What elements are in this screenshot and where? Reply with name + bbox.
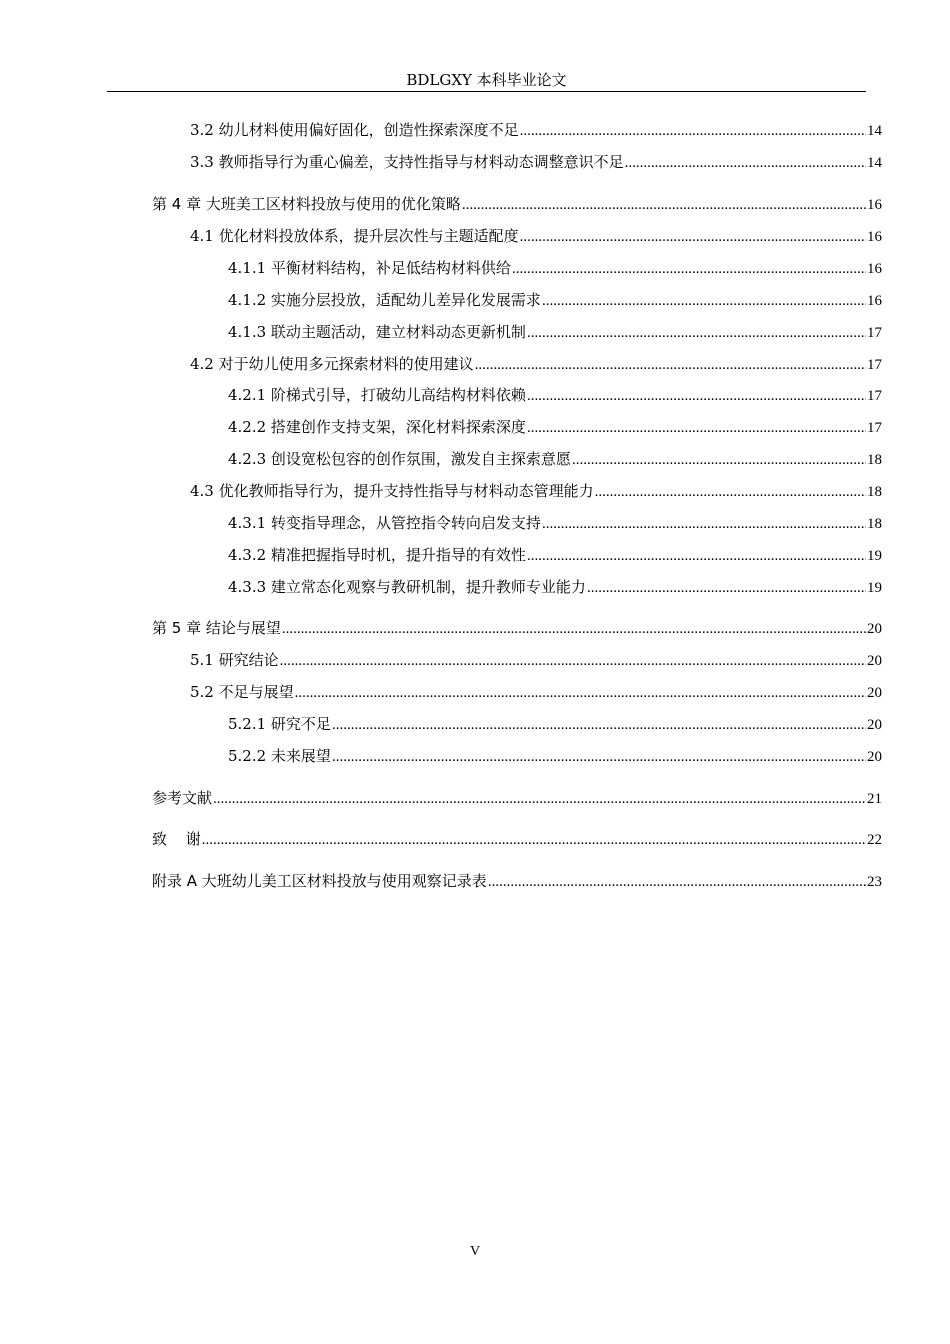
toc-entry-5-2[interactable] — [190, 682, 882, 703]
toc-leader-dots — [520, 121, 866, 141]
toc-entry-page: 17 — [867, 388, 882, 404]
toc-entry-title: 第 4 章 大班美工区材料投放与使用的优化策略 — [152, 195, 461, 213]
toc-entry-3-3[interactable] — [190, 152, 882, 173]
toc-entry-5-2-2[interactable] — [228, 746, 882, 767]
toc-entry-page: 18 — [867, 452, 882, 468]
toc-entry-page: 18 — [867, 484, 882, 500]
toc-leader-dots — [520, 227, 866, 247]
toc-entry-acknowledgements[interactable] — [152, 829, 882, 850]
toc-entry-page: 19 — [867, 548, 882, 564]
toc-leader-dots — [512, 259, 866, 279]
toc-entry-4-1[interactable] — [190, 226, 882, 247]
toc-entry-4-3-2[interactable] — [228, 545, 882, 566]
toc-leader-dots — [595, 482, 866, 502]
toc-entry-page: 16 — [867, 261, 882, 277]
page-header: BDLGXY 本科毕业论文 — [406, 71, 567, 89]
toc-entry-4-3-3[interactable] — [228, 577, 882, 598]
toc-entry-title: 5.1 研究结论 — [190, 651, 279, 669]
toc-entry-references[interactable] — [152, 788, 882, 809]
toc-entry-page: 20 — [867, 621, 882, 637]
toc-entry-page: 19 — [867, 580, 882, 596]
toc-entry-chapter-5[interactable] — [152, 618, 882, 639]
toc-entry-4-1-1[interactable] — [228, 258, 882, 279]
toc-entry-title: 第 5 章 结论与展望 — [152, 619, 281, 637]
toc-entry-page: 22 — [867, 832, 882, 848]
toc-leader-dots — [280, 651, 866, 671]
toc-leader-dots — [213, 789, 866, 809]
toc-leader-dots — [527, 386, 866, 406]
toc-entry-title: 4.1.3 联动主题活动，建立材料动态更新机制 — [228, 323, 526, 341]
toc-entry-appendix-a[interactable] — [152, 871, 882, 892]
toc-entry-4-2[interactable] — [190, 354, 882, 375]
toc-entry-4-1-3[interactable] — [228, 322, 882, 343]
toc-entry-title: 致 谢 — [152, 830, 201, 848]
toc-entry-page: 20 — [867, 685, 882, 701]
toc-leader-dots — [332, 747, 866, 767]
toc-entry-4-3[interactable] — [190, 481, 882, 502]
toc-entry-title: 3.3 教师指导行为重心偏差，支持性指导与材料动态调整意识不足 — [190, 153, 624, 171]
toc-entry-page: 16 — [867, 293, 882, 309]
toc-leader-dots — [282, 619, 866, 639]
toc-entry-4-3-1[interactable] — [228, 513, 882, 534]
toc-entry-title: 4.2.2 搭建创作支持支架，深化材料探索深度 — [228, 418, 526, 436]
toc-entry-4-2-1[interactable] — [228, 385, 882, 406]
toc-entry-page: 20 — [867, 717, 882, 733]
toc-entry-chapter-4[interactable] — [152, 194, 882, 215]
toc-entry-page: 17 — [867, 420, 882, 436]
toc-entry-page: 14 — [867, 123, 882, 139]
toc-entry-title: 参考文献 — [152, 789, 213, 807]
toc-leader-dots — [542, 514, 866, 534]
toc-entry-page: 18 — [867, 516, 882, 532]
toc-entry-page: 16 — [867, 229, 882, 245]
toc-leader-dots — [332, 715, 866, 735]
toc-entry-title: 4.2.3 创设宽松包容的创作氛围，激发自主探索意愿 — [228, 450, 571, 468]
toc-entry-title: 附录 A 大班幼儿美工区材料投放与使用观察记录表 — [152, 872, 487, 890]
toc-entry-4-2-3[interactable] — [228, 449, 882, 470]
toc-entry-title: 5.2.1 研究不足 — [228, 715, 331, 733]
toc-entry-page: 17 — [867, 357, 882, 373]
toc-leader-dots — [572, 450, 866, 470]
toc-entry-title: 4.3.2 精准把握指导时机，提升指导的有效性 — [228, 546, 526, 564]
toc-leader-dots — [462, 195, 866, 215]
toc-entry-page: 14 — [867, 155, 882, 171]
toc-entry-title: 4.1.1 平衡材料结构，补足低结构材料供给 — [228, 259, 511, 277]
toc-entry-5-2-1[interactable] — [228, 714, 882, 735]
toc-entry-page: 20 — [867, 653, 882, 669]
page-number: V — [469, 1244, 481, 1259]
toc-leader-dots — [542, 291, 866, 311]
toc-leader-dots — [488, 872, 866, 892]
toc-entry-page: 23 — [867, 874, 882, 890]
toc-leader-dots — [527, 546, 866, 566]
toc-leader-dots — [202, 830, 866, 850]
toc-leader-dots — [527, 418, 866, 438]
toc-entry-page: 20 — [867, 749, 882, 765]
toc-entry-title: 4.3 优化教师指导行为，提升支持性指导与材料动态管理能力 — [190, 482, 594, 500]
toc-entry-title: 5.2.2 未来展望 — [228, 747, 331, 765]
toc-entry-title: 4.2 对于幼儿使用多元探索材料的使用建议 — [190, 355, 474, 373]
toc-entry-4-2-2[interactable] — [228, 417, 882, 438]
toc-leader-dots — [625, 153, 866, 173]
toc-leader-dots — [587, 578, 866, 598]
toc-entry-title: 5.2 不足与展望 — [190, 683, 294, 701]
toc-entry-4-1-2[interactable] — [228, 290, 882, 311]
toc-entry-5-1[interactable] — [190, 650, 882, 671]
toc-entry-title: 4.2.1 阶梯式引导，打破幼儿高结构材料依赖 — [228, 386, 526, 404]
toc-leader-dots — [527, 323, 866, 343]
toc-entry-title: 4.1 优化材料投放体系，提升层次性与主题适配度 — [190, 227, 519, 245]
toc-entry-page: 21 — [867, 791, 882, 807]
toc-entry-page: 16 — [867, 197, 882, 213]
toc-entry-title: 4.1.2 实施分层投放，适配幼儿差异化发展需求 — [228, 291, 541, 309]
toc-leader-dots — [295, 683, 866, 703]
toc-entry-page: 17 — [867, 325, 882, 341]
toc-leader-dots — [475, 355, 866, 375]
toc-entry-3-2[interactable] — [190, 120, 882, 141]
toc-entry-title: 4.3.3 建立常态化观察与教研机制，提升教师专业能力 — [228, 578, 586, 596]
toc-entry-title: 3.2 幼儿材料使用偏好固化，创造性探索深度不足 — [190, 121, 519, 139]
toc-entry-title: 4.3.1 转变指导理念，从管控指令转向启发支持 — [228, 514, 541, 532]
